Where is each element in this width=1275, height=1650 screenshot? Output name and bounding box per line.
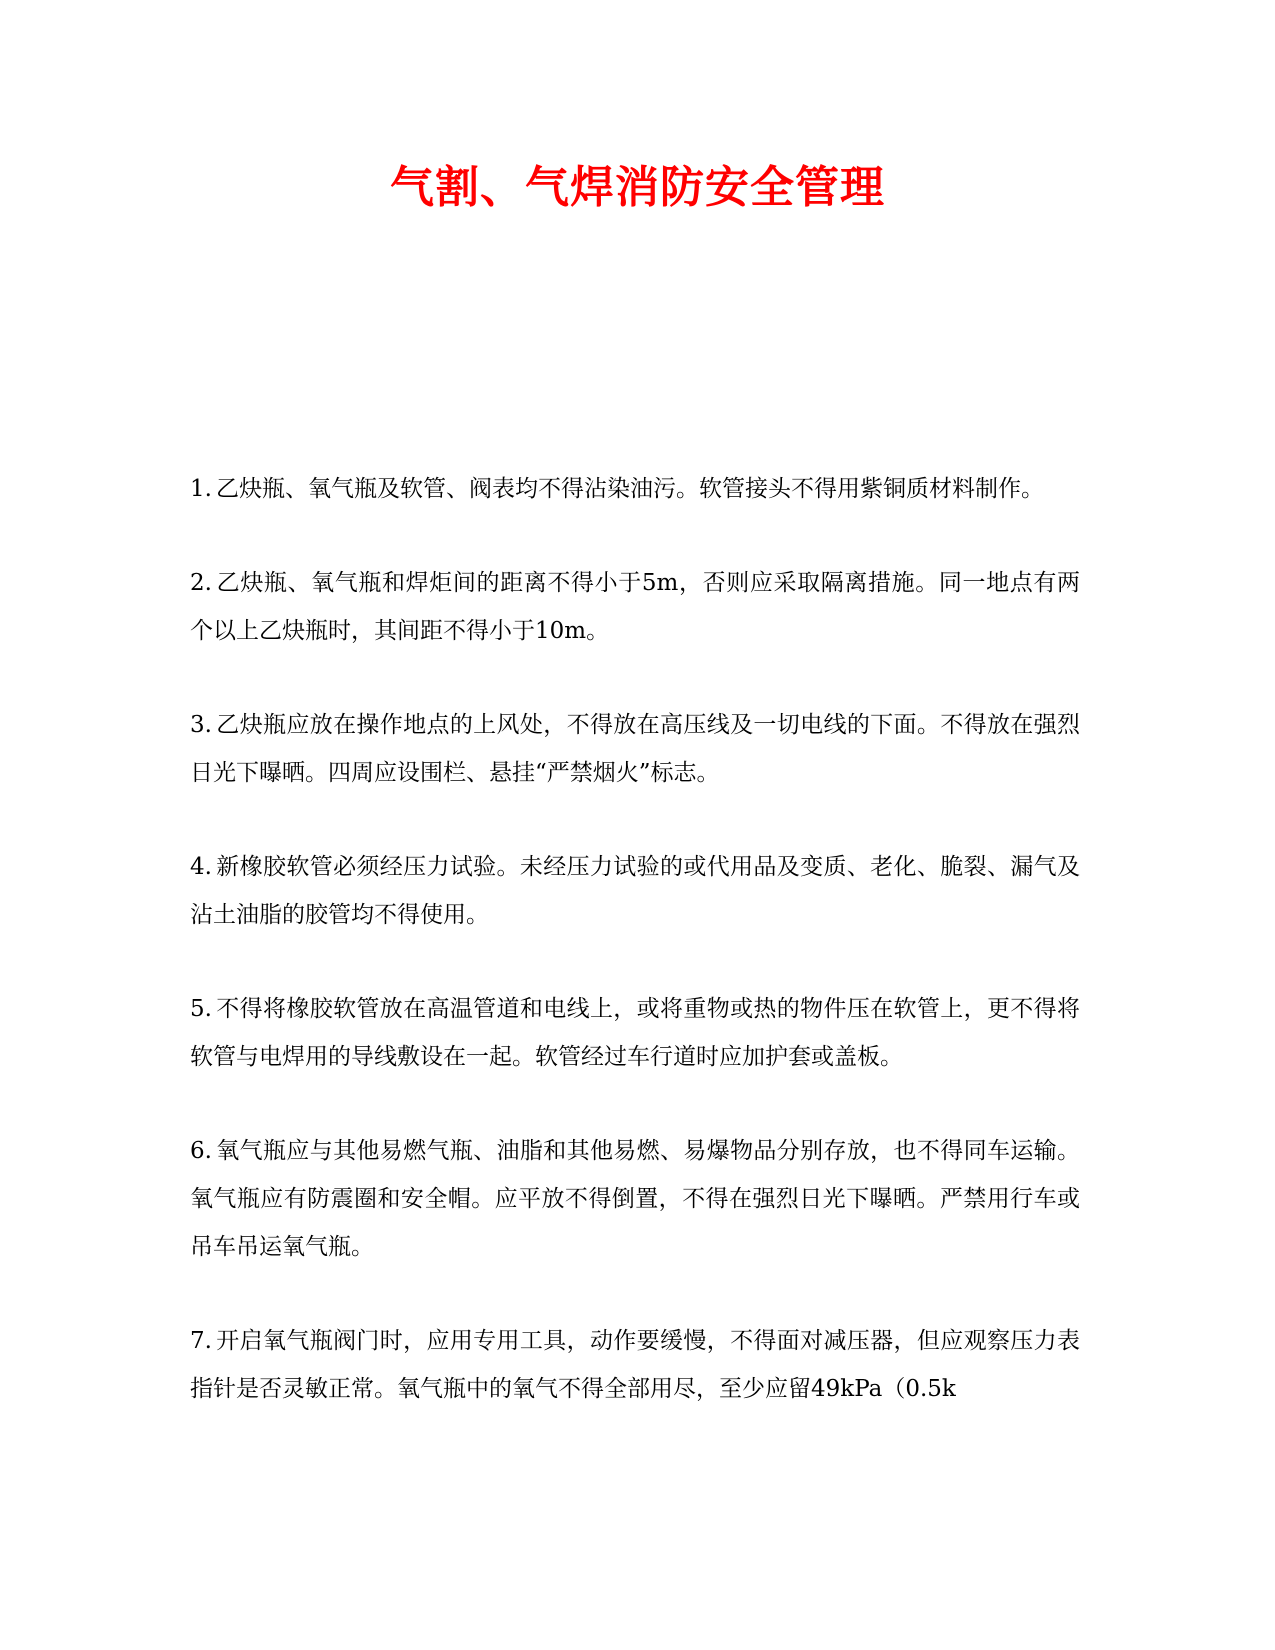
item-number: 7 <box>190 1328 205 1354</box>
list-item <box>190 985 1080 1081</box>
list-item <box>190 1127 1080 1271</box>
list-item <box>190 465 1080 513</box>
item-separator: . <box>204 1138 212 1164</box>
item-number: 5 <box>190 996 205 1022</box>
item-text: 乙炔瓶、氧气瓶及软管、阀表均不得沾染油污。软管接头不得用紫铜质材料制作。 <box>215 476 1044 502</box>
item-text: 新橡胶软管必须经压力试验。未经压力试验的或代用品及变质、老化、脆裂、漏气及沾土油脂的胶管均不得使用。 <box>190 854 1080 928</box>
item-separator: . <box>204 712 212 738</box>
item-separator: . <box>204 996 212 1022</box>
item-number: 3 <box>190 712 205 738</box>
item-separator: . <box>204 476 212 502</box>
list-item <box>190 843 1080 939</box>
item-text: 氧气瓶应与其他易燃气瓶、油脂和其他易燃、易爆物品分别存放，也不得同车运输。氧气瓶应有防震圈和安全帽。应平放不得倒置，不得在强烈日光下曝晒。严禁用行车或吊车吊运氧气瓶。 <box>190 1138 1080 1260</box>
item-text: 乙炔瓶、氧气瓶和焊炬间的距离不得小于5m，否则应采取隔离措施。同一地点有两个以上乙炔瓶时，其间距不得小于10m。 <box>190 570 1080 644</box>
item-text: 不得将橡胶软管放在高温管道和电线上，或将重物或热的物件压在软管上，更不得将软管与电焊用的导线敷设在一起。软管经过车行道时应加护套或盖板。 <box>190 996 1080 1070</box>
item-number: 4 <box>190 854 205 880</box>
list-item <box>190 1317 1080 1413</box>
item-separator: . <box>204 1328 212 1354</box>
list-item <box>190 559 1080 655</box>
item-number: 1 <box>190 476 205 502</box>
rules-list <box>190 465 1080 1459</box>
document-title: 气割、气焊消防安全管理 <box>390 162 885 213</box>
item-number: 2 <box>190 570 205 596</box>
item-number: 6 <box>190 1138 205 1164</box>
item-text: 乙炔瓶应放在操作地点的上风处，不得放在高压线及一切电线的下面。不得放在强烈日光下曝晒。四周应设围栏、悬挂“严禁烟火”标志。 <box>190 712 1080 786</box>
item-text: 开启氧气瓶阀门时，应用专用工具，动作要缓慢，不得面对减压器，但应观察压力表指针是否灵敏正常。氧气瓶中的氧气不得全部用尽，至少应留49kPa（0.5k <box>190 1328 1080 1402</box>
list-item <box>190 701 1080 797</box>
item-separator: . <box>204 854 212 880</box>
item-separator: . <box>204 570 212 596</box>
